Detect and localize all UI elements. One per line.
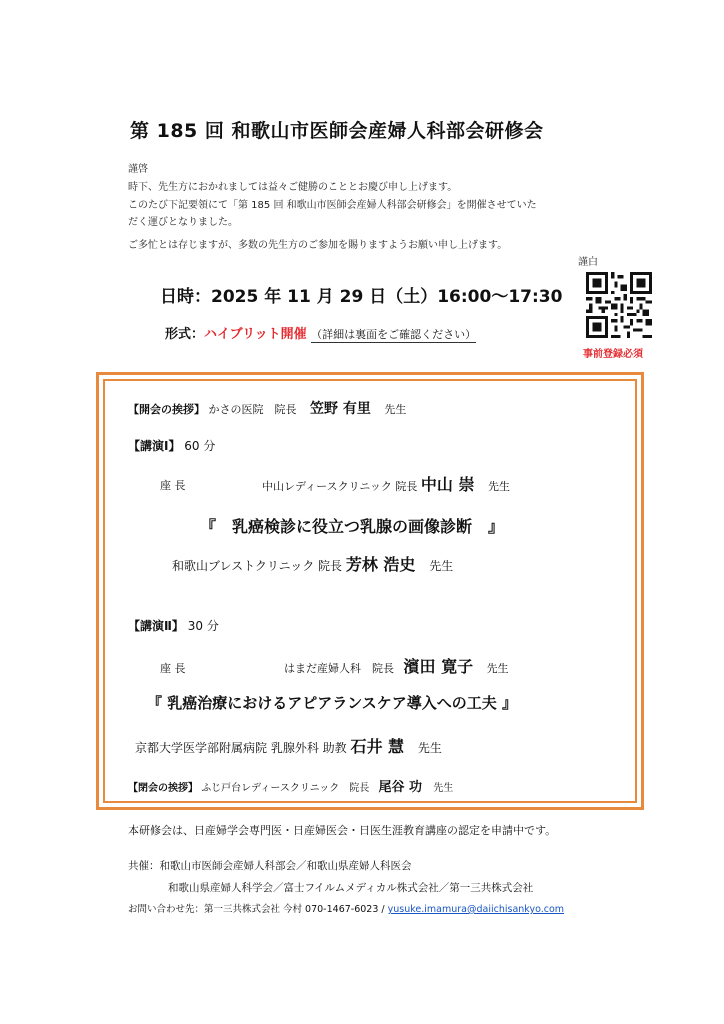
lecture1-chair-org: 中山レディースクリニック 院長 xyxy=(262,480,418,493)
certification-note: 本研修会は、日産婦学会専門医・日産婦医会・日医生涯教育講座の認定を申請中です。 xyxy=(128,824,557,837)
intro-line-1: 時下、先生方におかれましては益々ご健勝のこととお慶び申し上げます。 xyxy=(128,182,458,193)
lecture1-label: 【講演Ⅰ】 xyxy=(128,439,181,453)
lecture1-speaker-name: 芳林 浩史 xyxy=(345,555,416,574)
qr-code-icon[interactable] xyxy=(586,272,652,338)
lecture2-chair-suffix: 先生 xyxy=(486,662,509,675)
opening-name: 笠野 有里 xyxy=(310,401,371,417)
greeting: 謹啓 xyxy=(128,164,148,175)
lecture2-title: 『 乳癌治療におけるアピアランスケア導入への工夫 』 xyxy=(147,694,517,712)
contact-info xyxy=(128,901,564,915)
closing-org: ふじ戸台レディースクリニック 院長 xyxy=(201,783,370,794)
lecture1-duration: 60 分 xyxy=(184,439,216,453)
intro-line-2: このたび下記要領にて「第 185 回 和歌山市医師会産婦人科部会研修会」を開催させていた xyxy=(128,200,537,211)
lecture2-duration: 30 分 xyxy=(187,619,219,633)
lecture2-chair-name: 濱田 寛子 xyxy=(403,657,474,676)
registration-required-note: 事前登録必須 xyxy=(583,349,643,360)
lecture2-chair-org: はまだ産婦人科 院長 xyxy=(284,662,394,675)
intro-line-3: だく運びとなりました。 xyxy=(128,217,238,228)
lecture2-chair-row xyxy=(284,654,509,677)
closing-name: 尾谷 功 xyxy=(378,780,423,795)
cohost-line-2: 和歌山県産婦人科学会／富士フイルムメディカル株式会社／第一三共株式会社 xyxy=(168,882,534,894)
opening-suffix: 先生 xyxy=(384,403,407,416)
lecture1-speaker-org: 和歌山ブレストクリニック 院長 xyxy=(172,559,343,573)
lecture2-chair-label: 座 長 xyxy=(160,662,186,675)
lecture2-label: 【講演Ⅱ】 xyxy=(128,619,184,633)
lecture2-speaker-org: 京都大学医学部附属病院 乳腺外科 助教 xyxy=(135,741,347,755)
lecture1-speaker-row xyxy=(172,552,453,575)
closing-suffix: 先生 xyxy=(433,783,454,794)
opening-org: かさの医院 院長 xyxy=(208,403,297,416)
event-datetime: 日時：2025 年 11 月 29 日（土）16:00～17:30 xyxy=(160,287,563,307)
opening-label: 【開会の挨拶】 xyxy=(128,403,205,416)
opening-remarks-row xyxy=(128,398,406,418)
contact-email-link[interactable]: yusuke.imamura@daiichisankyo.com xyxy=(387,904,565,915)
lecture2-header xyxy=(128,617,219,634)
lecture1-chair-suffix: 先生 xyxy=(487,480,510,493)
lecture1-header xyxy=(128,437,215,454)
contact-prefix: お問い合わせ先：第一三共株式会社 今村 070-1467-6023 / xyxy=(128,904,388,915)
format-note: （詳細は裏面をご確認ください） xyxy=(311,328,477,341)
lecture2-speaker-name: 石井 慧 xyxy=(350,737,405,756)
lecture2-speaker-row xyxy=(135,734,442,757)
lecture2-speaker-suffix: 先生 xyxy=(417,741,442,755)
lecture1-chair-name: 中山 崇 xyxy=(420,475,475,494)
lecture1-speaker-suffix: 先生 xyxy=(429,559,454,573)
lecture1-title: 『 乳癌検診に役立つ乳腺の画像診断 』 xyxy=(200,517,505,536)
closing-label: 【閉会の挨拶】 xyxy=(128,783,198,794)
lecture1-chair-label: 座 長 xyxy=(160,479,186,492)
event-format xyxy=(165,323,476,342)
cohost-line-1: 共催：和歌山市医師会産婦人科部会／和歌山県産婦人科医会 xyxy=(128,860,412,872)
format-label: 形式： xyxy=(165,327,205,342)
lecture1-chair-row xyxy=(262,472,510,495)
format-value: ハイブリット開催 xyxy=(204,327,307,342)
intro-line-4: ご多忙とは存じますが、多数の先生方のご参加を賜りますようお願い申し上げます。 xyxy=(128,240,508,251)
closing-word: 謹白 xyxy=(578,257,598,268)
page-title: 第 185 回 和歌山市医師会産婦人科部会研修会 xyxy=(130,120,544,142)
closing-remarks-row xyxy=(128,776,453,795)
